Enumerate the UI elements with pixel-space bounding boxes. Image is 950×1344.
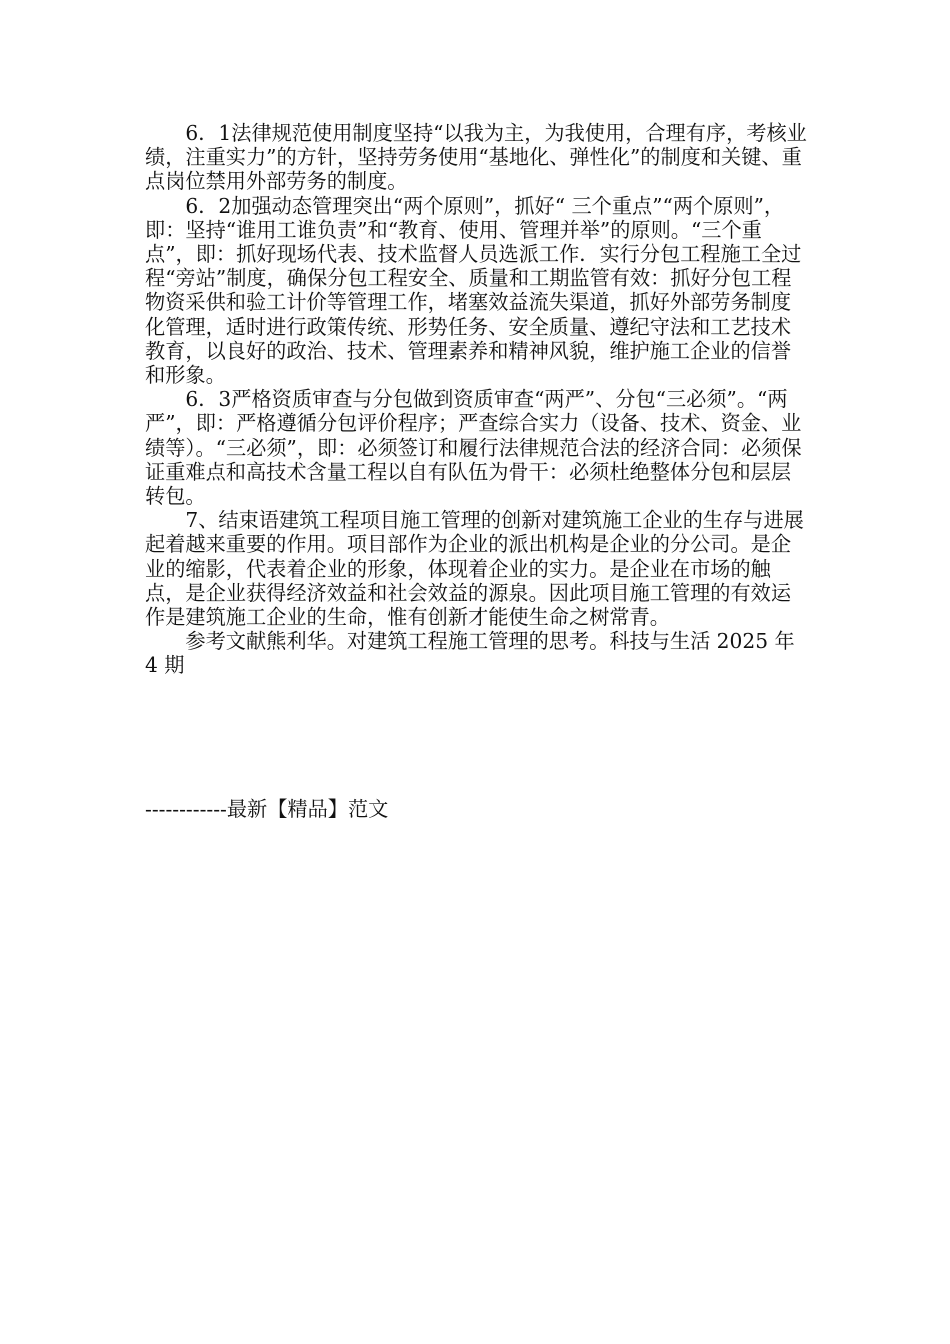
paragraph-conclusion: 7、结束语建筑工程项目施工管理的创新对建筑施工企业的生存与进展起着越来重要的作用。项目部作为企业的派出机构是企业的分公司。是企业的缩影，代表着企业的形象，体现着企业的实力。是企业在市场的触点，是企业获得经济效益和社会效益的源泉。因此项目施工管理的有效运作是建筑施工企业的生命，惟有创新才能使生命之树常青。: [145, 508, 804, 630]
paragraph-6-1: 6．1法律规范使用制度坚持“以我为主，为我使用，合理有序，考核业绩，注重实力”的方针，坚持劳务使用“基地化、弹性化”的制度和关键、重点岗位禁用外部劳务的制度。: [145, 121, 807, 194]
footer-label: ------------最新【精品】范文: [145, 797, 389, 821]
paragraph-6-3: 6．3严格资质审查与分包做到资质审查“两严”、分包“三必须”。“两严”，即：严格遵循分包评价程序；严查综合实力（设备、技术、资金、业绩等）。“三必须”，即：必须签订和履行法律规范合法的经济合同：必须保证重难点和高技术含量工程以自有队伍为骨干：必须杜绝整体分包和层层转包。: [145, 387, 802, 509]
paragraph-6-2: 6．2加强动态管理突出“两个原则”，抓好“ 三个重点”“两个原则”，即：坚持“谁用工谁负责”和“教育、使用、管理并举”的原则。“三个重点”，即：抓好现场代表、技术监督人员选派工作．实行分包工程施工全过程“旁站”制度，确保分包工程安全、质量和工期监管有效：抓好分包工程物资采供和验工计价等管理工作，堵塞效益流失渠道，抓好外部劳务制度化管理，适时进行政策传统、形势任务、安全质量、遵纪守法和工艺技术教育，以良好的政治、技术、管理素养和精神风貌，维护施工企业的信誉和形象。: [145, 193, 802, 388]
paragraph-references: 参考文献熊利华。对建筑工程施工管理的思考。科技与生活 2025 年 4 期: [145, 629, 802, 678]
document-body: [145, 121, 810, 678]
